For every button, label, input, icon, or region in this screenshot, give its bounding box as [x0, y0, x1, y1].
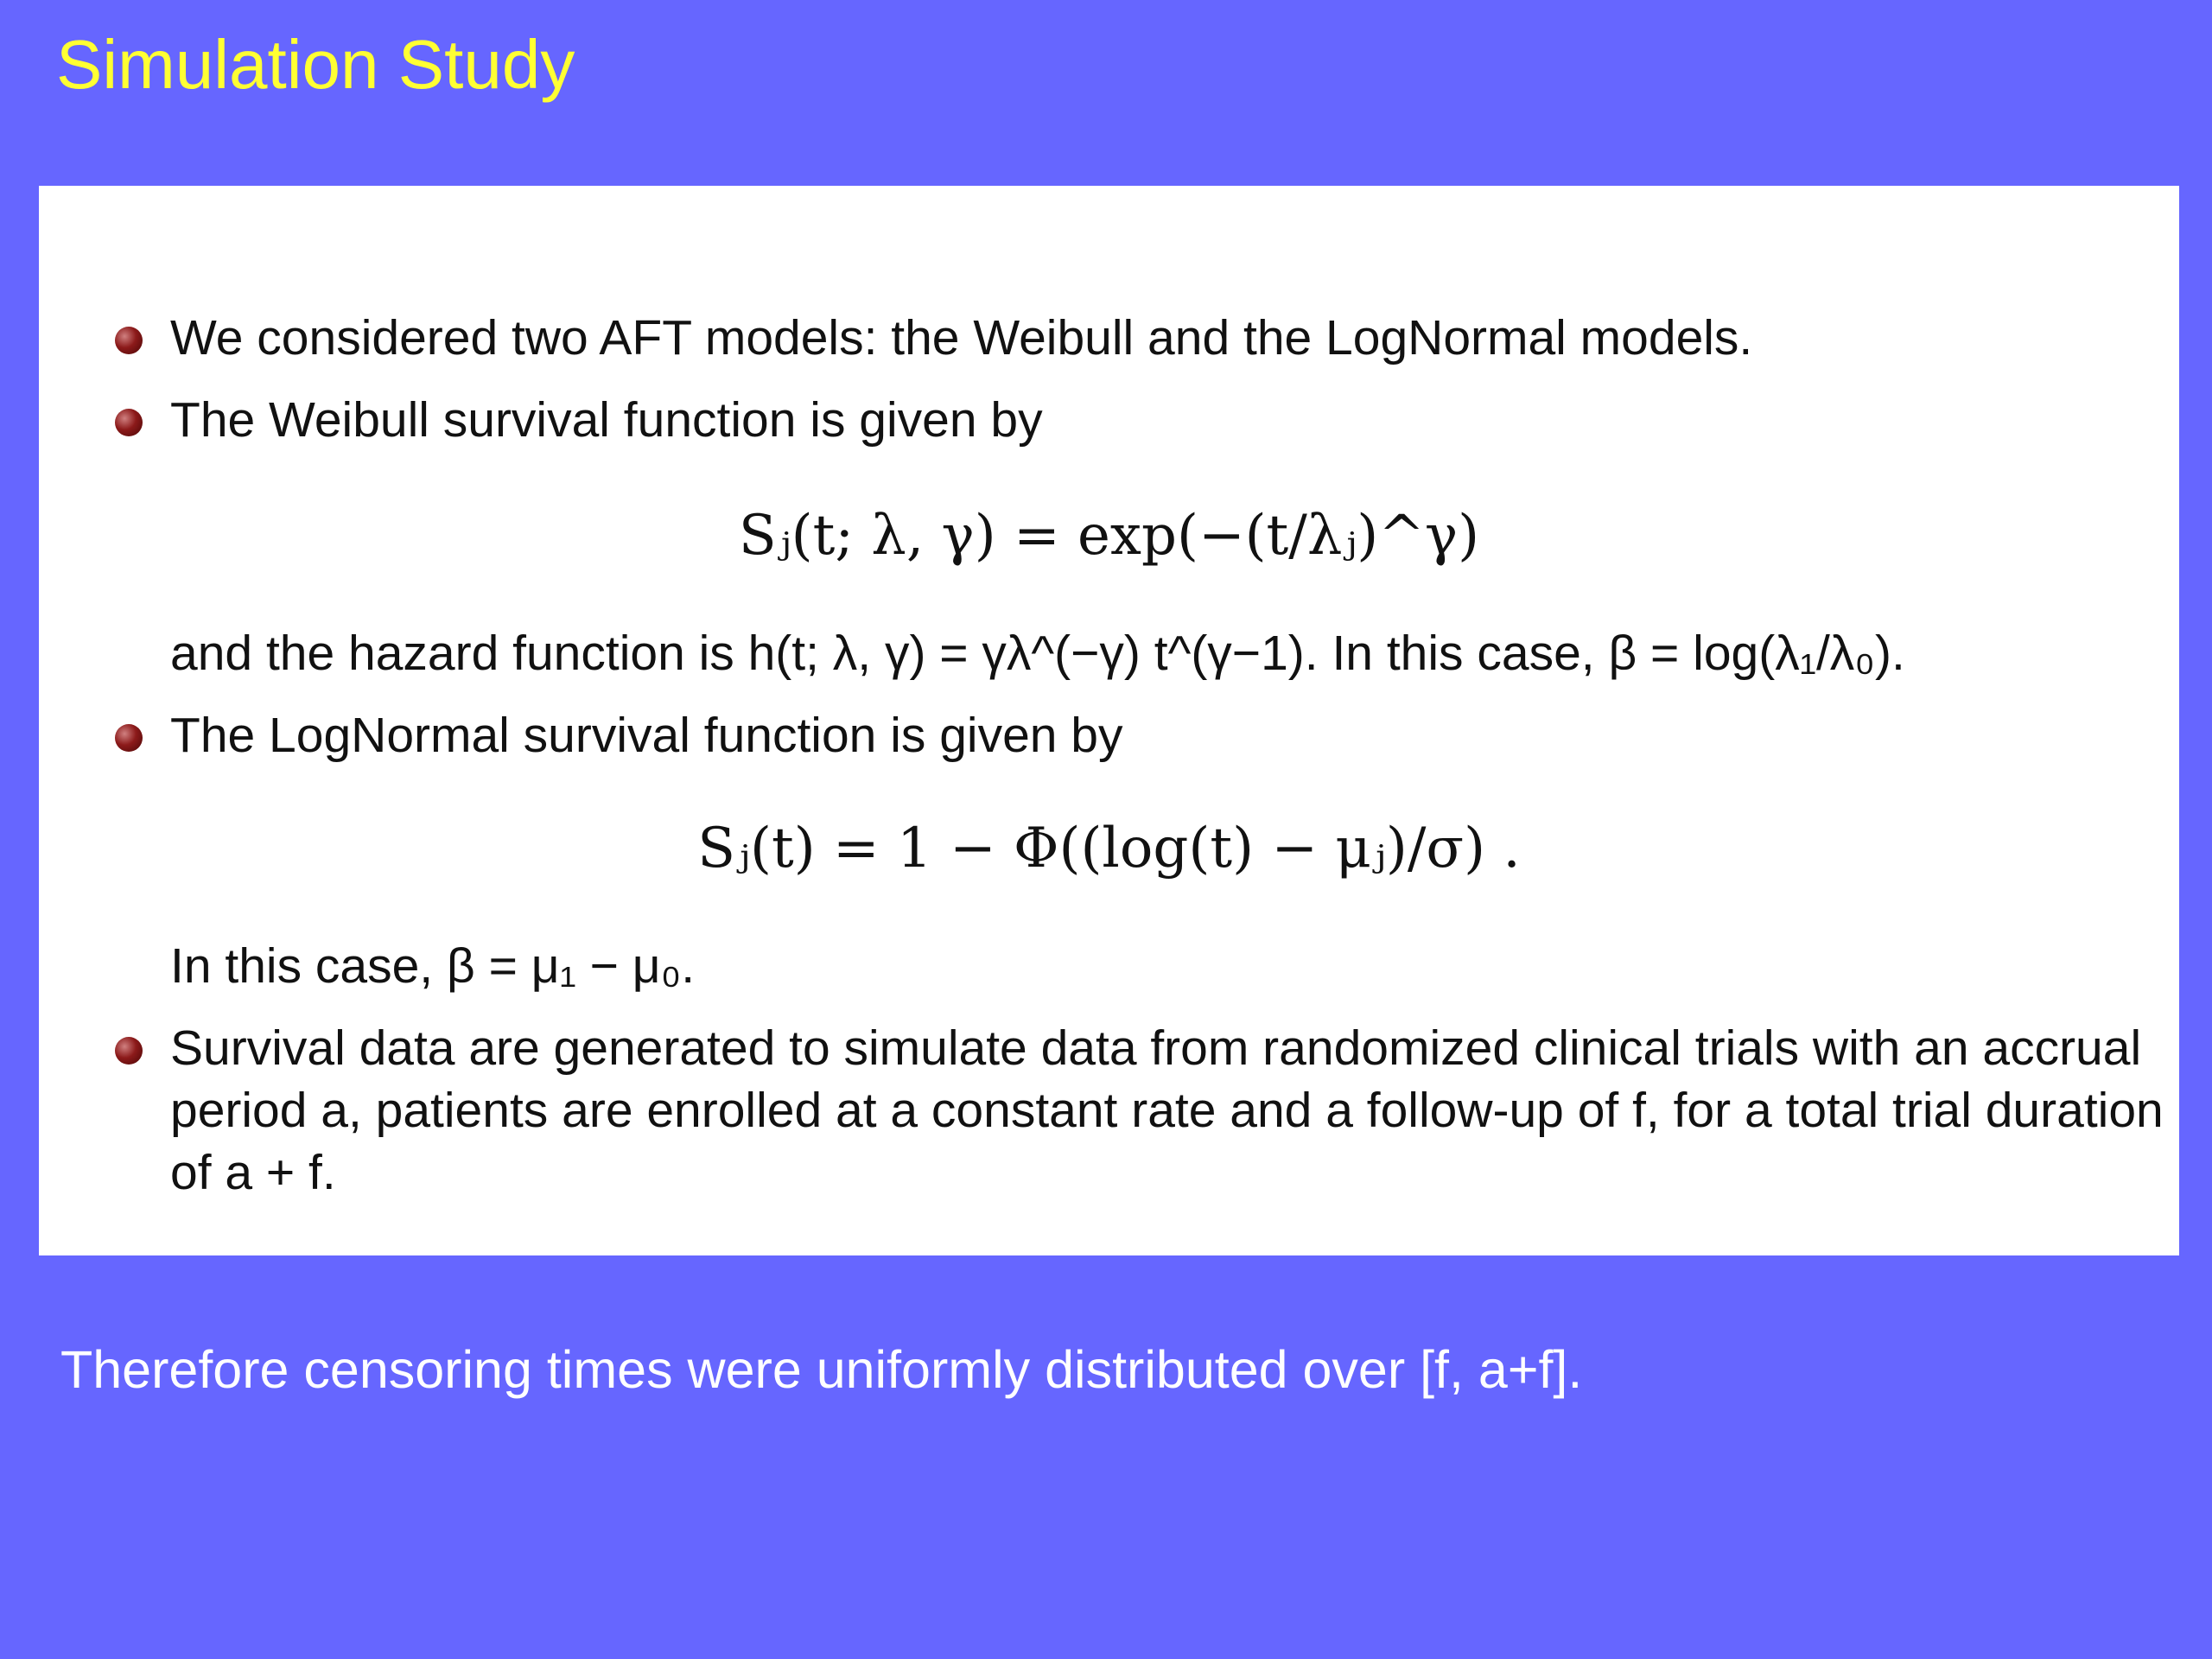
content-box — [39, 186, 2179, 1255]
bullet-survival-data: Survival data are generated to simulate data from randomized clinical trials with an accrual period a, patients are enrolled at a constant rate and a follow-up of f, for a total trial duration of a + f. — [170, 1020, 2164, 1200]
bullet-icon — [115, 327, 143, 354]
bullet-icon — [115, 409, 143, 436]
bullet-weibull-survival: The Weibull survival function is given by — [170, 392, 1043, 448]
bullet-aft-models: We considered two AFT models: the Weibull and the LogNormal models. — [170, 310, 1753, 365]
slide-title: Simulation Study — [56, 26, 575, 103]
lognormal-beta-note: In this case, β = μ₁ − μ₀. — [170, 938, 696, 994]
bullet-lognormal-survival: The LogNormal survival function is given by — [170, 708, 1123, 763]
bullet-icon — [115, 1037, 143, 1065]
weibull-survival-equation: Sⱼ(t; λ, γ) = exp(−(t/λⱼ)^γ) — [738, 504, 1480, 568]
bullet-icon — [115, 724, 143, 752]
lognormal-survival-equation: Sⱼ(t) = 1 − Φ((log(t) − μⱼ)/σ) . — [697, 817, 1521, 880]
weibull-hazard-note: and the hazard function is h(t; λ, γ) = γλ^(−γ) t^(γ−1). In this case, β = log(λ₁/λ₀). — [170, 626, 1905, 681]
footer-text: Therefore censoring times were uniformly distributed over [f, a+f]. — [60, 1340, 1583, 1399]
